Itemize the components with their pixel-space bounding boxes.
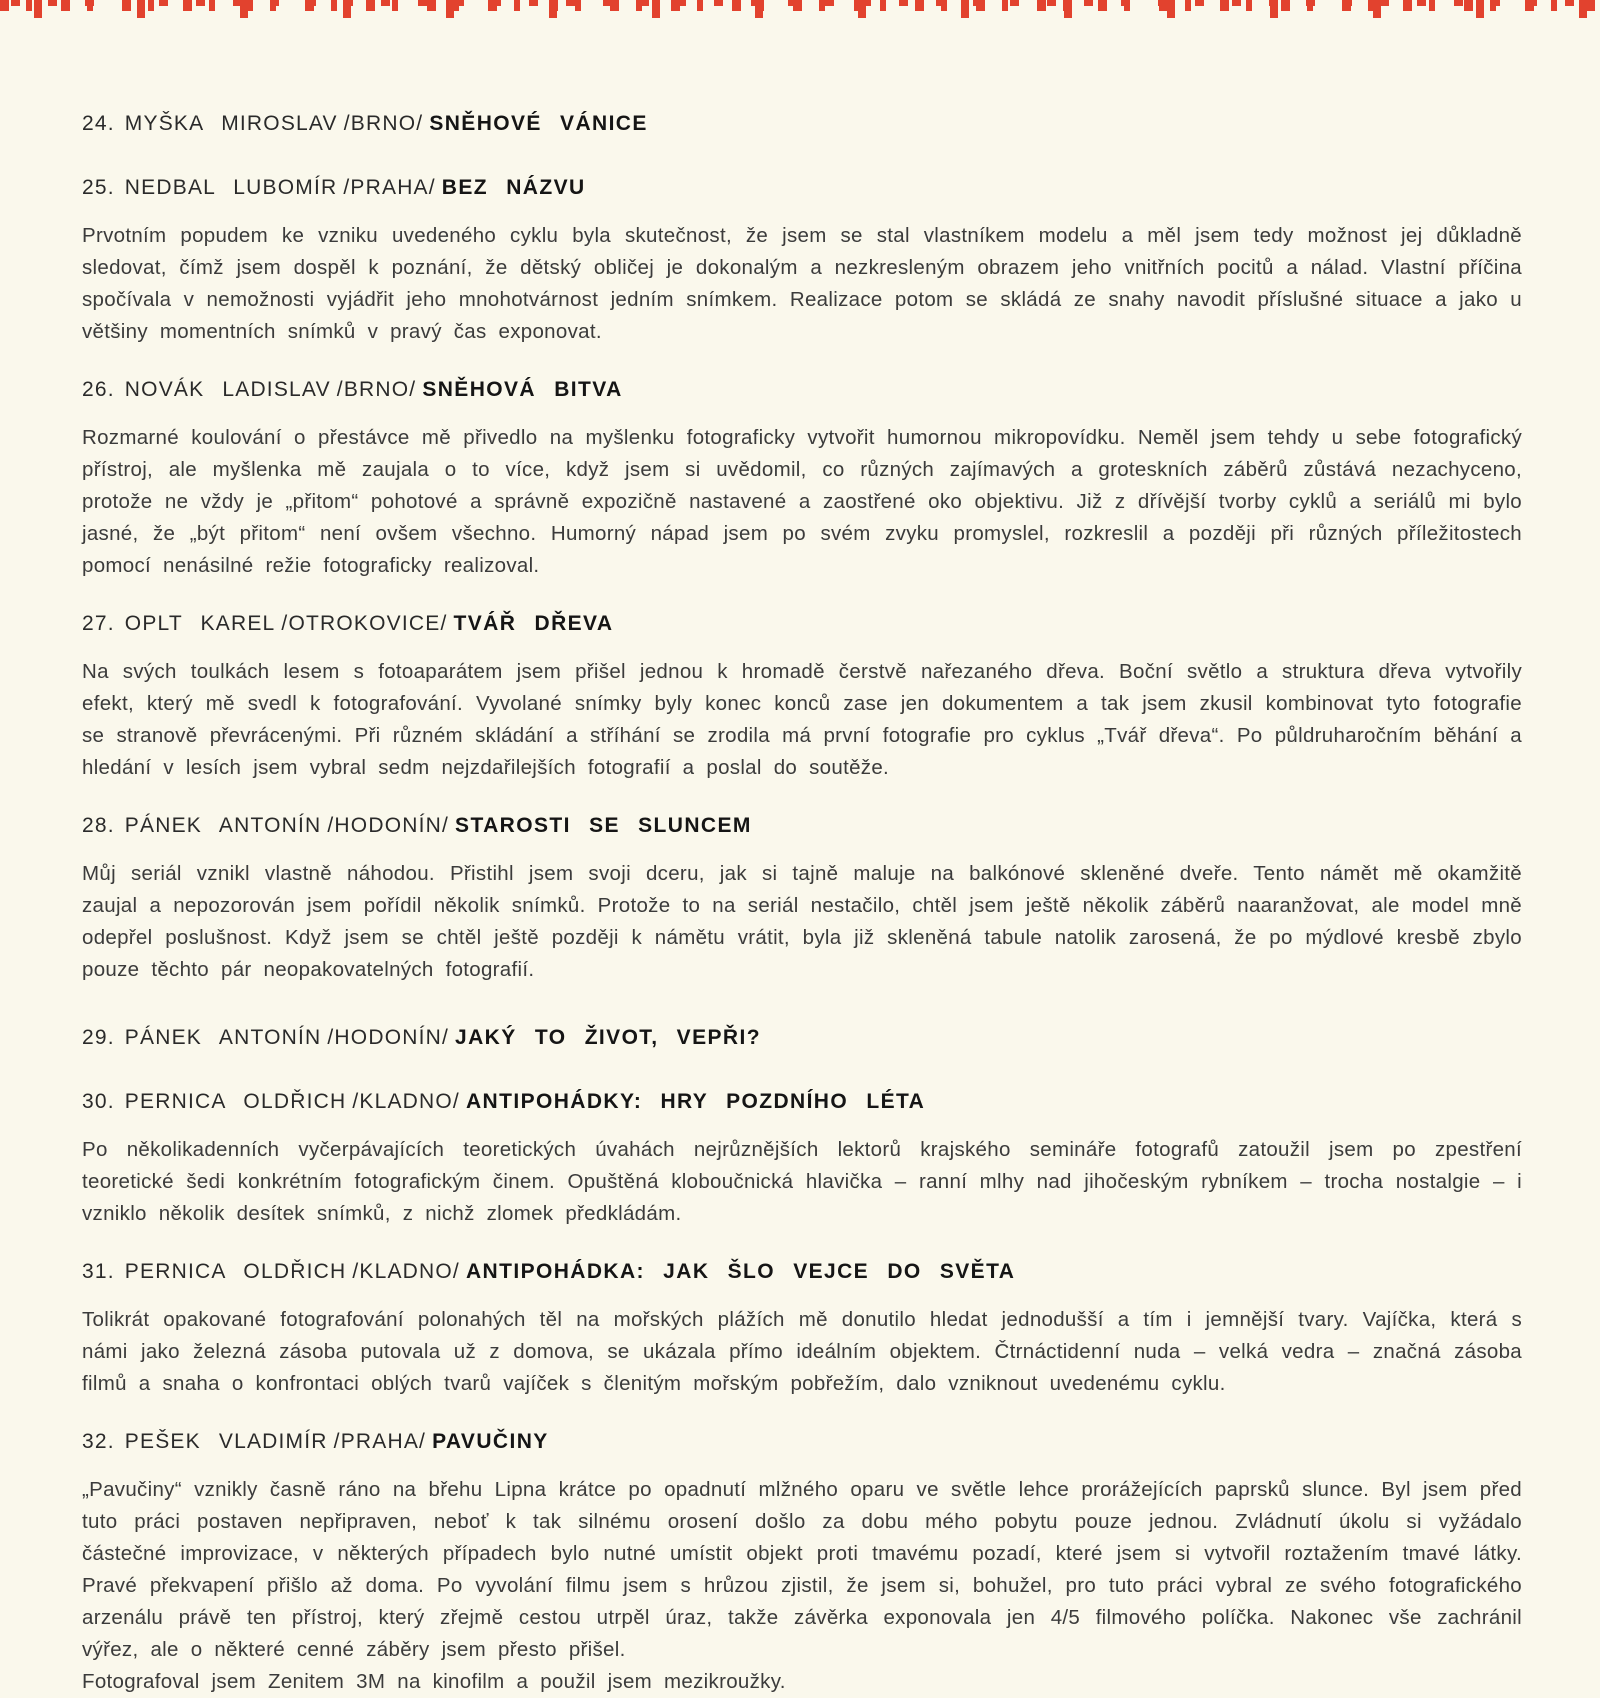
entry-heading [82,378,1522,402]
catalog-entry-24 [82,112,1522,136]
entry-heading [82,1430,1522,1454]
entry-heading [82,112,1522,136]
entry-title: SNĚHOVÁ BITVA [422,378,623,401]
entry-title: SNĚHOVÉ VÁNICE [429,112,648,135]
entry-author: PERNICA OLDŘICH [124,1090,347,1113]
catalog-entry-30 [82,1090,1522,1230]
entry-location: /KLADNO/ [352,1260,460,1283]
scan-edge-strip [0,0,1600,11]
entry-title: STAROSTI SE SLUNCEM [455,814,752,837]
scan-edge-marks [0,0,1600,20]
entry-number: 32. [82,1430,115,1453]
entry-number: 27. [82,612,115,635]
entry-location: /BRNO/ [336,378,417,401]
entry-description: „Pavučiny“ vznikly časně ráno na břehu Lipna krátce po opadnutí mlžného oparu ve světle lehce prorážejících paprsků slunce. Byl jsem před tuto práci postaven nepřipraven, neboť k tak silnému orosení došlo za dobu mého pobytu pouze jednou. Zvládnutí úkolu si vyžádalo částečné improvizace, v některých případech bylo nutné umístit objekt proti tmavému pozadí, které jsem si vytvořil roztažením tmavé látky. Pravé překvapení přišlo až doma. Po vyvolání filmu jsem s hrůzou zjistil, že jsem si, bohužel, pro tuto práci vybral ze svého fotografického arzenálu právě ten přístroj, který zřejmě cestou utrpěl úraz, takže závěrka exponovala jen 4/5 filmového políčka. Nakonec vše zachránil výřez, ale o některé cenné záběry jsem přesto přišel. [82,1478,1522,1661]
catalog-entry-31 [82,1260,1522,1400]
entry-author: MYŠKA MIROSLAV [124,112,338,135]
entry-title: ANTIPOHÁDKA: JAK ŠLO VEJCE DO SVĚTA [465,1260,1016,1283]
entry-location: /HODONÍN/ [327,814,450,837]
entry-description: Na svých toulkách lesem s fotoaparátem jsem přišel jednou k hromadě čerstvě nařezaného dřeva. Boční světlo a struktura dřeva vytvořily efekt, který mě svedl k fotografování. Vyvolané snímky byly konec konců zase jen dokumentem a tak jsem zkusil kombinovat tyto fotografie se stranově převrácenými. Při různém skládání a stříhání se zrodila má první fotografie pro cyklus „Tvář dřeva“. Po půldruharočním běhání a hledání v lesích jsem vybral sedm nejzdařilejších fotografií a poslal do soutěže. [82,660,1522,779]
entry-location: /HODONÍN/ [327,1026,450,1049]
catalog-entry-25 [82,176,1522,348]
entry-author: PERNICA OLDŘICH [124,1260,347,1283]
entry-title: PAVUČINY [432,1430,549,1453]
entry-title: ANTIPOHÁDKY: HRY POZDNÍHO LÉTA [465,1090,926,1113]
entry-description: Po několikadenních vyčerpávajících teoretických úvahách nejrůznějších lektorů krajského semináře fotografů zatoužil jsem po zpestření teoretické šedi konkrétním fotografickým činem. Opuštěná kloboučnická hlavička – ranní mlhy nad jihočeským rybníkem – trocha nostalgie – i vzniklo několik desítek snímků, z nichž zlomek předkládám. [82,1138,1522,1225]
catalog-entry-26 [82,378,1522,582]
entry-description: Můj seriál vznikl vlastně náhodou. Přistihl jsem svoji dceru, jak si tajně maluje na balkónové skleněné dveře. Tento námět mě okamžitě zaujal a nepozorován jsem pořídil několik snímků. Protože to na seriál nestačilo, chtěl jsem ještě několik záběrů naaranžovat, ale model mně odepřel poslušnost. Když jsem se chtěl ještě později k námětu vrátit, byla již skleněná tabule natolik zarosená, že po mýdlové kresbě zbylo pouze těchto pár neopakovatelných fotografií. [82,862,1522,981]
entry-description: Rozmarné koulování o přestávce mě přivedlo na myšlenku fotograficky vytvořit humornou mikropovídku. Neměl jsem tehdy u sebe fotografický přístroj, ale myšlenka mě zaujala o to více, když jsem si uvědomil, co různých zajímavých a groteskních záběrů zůstává nezachyceno, protože ne vždy je „přitom“ pohotové a správně expozičně nastavené a zaostřené oko objektivu. Již z dřívější tvorby cyklů a seriálů mi bylo jasné, že „být přitom“ není ovšem všechno. Humorný nápad jsem po svém zvyku promyslel, rozkreslil a později při různých příležitostech pomocí nenásilné režie fotograficky realizoval. [82,426,1522,577]
entry-number: 29. [82,1026,115,1049]
entry-title: TVÁŘ DŘEVA [453,612,614,635]
entry-description-footnote: Fotografoval jsem Zenitem 3M na kinofilm a použil jsem mezikroužky. [82,1670,786,1693]
scan-edge-strip [0,0,1600,6]
entry-number: 30. [82,1090,115,1113]
catalog-page-body [82,72,1522,1698]
entry-description: Prvotním popudem ke vzniku uvedeného cyklu byla skutečnost, že jsem se stal vlastníkem modelu a měl jsem tedy možnost jej důkladně sledovat, čímž jsem dospěl k poznání, že dětský obličej je dokonalým a nezkresleným obrazem jeho vnitřních pocitů a nálad. Vlastní příčina spočívala v nemožnosti vyjádřit jeho mnohotvárnost jedním snímkem. Realizace potom se skládá ze snahy navodit příslušné situace a jako u většiny momentních snímků v pravý čas exponovat. [82,224,1522,343]
entry-author: NEDBAL LUBOMÍR [124,176,338,199]
entry-heading [82,176,1522,200]
entry-location: /PRAHA/ [333,1430,427,1453]
entry-heading [82,1026,1522,1050]
entry-heading [82,1090,1522,1114]
entry-heading [82,1260,1522,1284]
catalog-entry-32 [82,1430,1522,1698]
entry-number: 26. [82,378,115,401]
entry-number: 28. [82,814,115,837]
catalog-entry-29 [82,1026,1522,1050]
entry-location: /KLADNO/ [352,1090,460,1113]
entry-location: /PRAHA/ [343,176,436,199]
catalog-entry-27 [82,612,1522,784]
entry-location: /BRNO/ [343,112,424,135]
entry-author: PÁNEK ANTONÍN [124,1026,322,1049]
entry-author: PÁNEK ANTONÍN [124,814,322,837]
scan-edge-strip [0,0,1600,18]
entry-number: 24. [82,112,115,135]
entry-author: NOVÁK LADISLAV [124,378,331,401]
entry-location: /OTROKOVICE/ [281,612,448,635]
catalog-entry-28 [82,814,1522,986]
entry-heading [82,814,1522,838]
entry-description: Tolikrát opakované fotografování polonahých těl na mořských plážích mě donutilo hledat jednodušší a tím i jemnější tvary. Vajíčka, která s námi jako železná zásoba putovala už z domova, se ukázala přímo ideálním objektem. Čtrnáctidenní nuda – velká vedra – značná zásoba filmů a snaha o konfrontaci oblých tvarů vajíček s členitým mořským pobřežím, dalo vzniknout uvedenému cyklu. [82,1308,1522,1395]
entry-title: BEZ NÁZVU [441,176,586,199]
entry-number: 25. [82,176,115,199]
entry-author: PEŠEK VLADIMÍR [124,1430,328,1453]
entry-number: 31. [82,1260,115,1283]
entry-title: JAKÝ TO ŽIVOT, VEPŘI? [455,1026,761,1049]
entry-heading [82,612,1522,636]
entry-author: OPLT KAREL [124,612,276,635]
